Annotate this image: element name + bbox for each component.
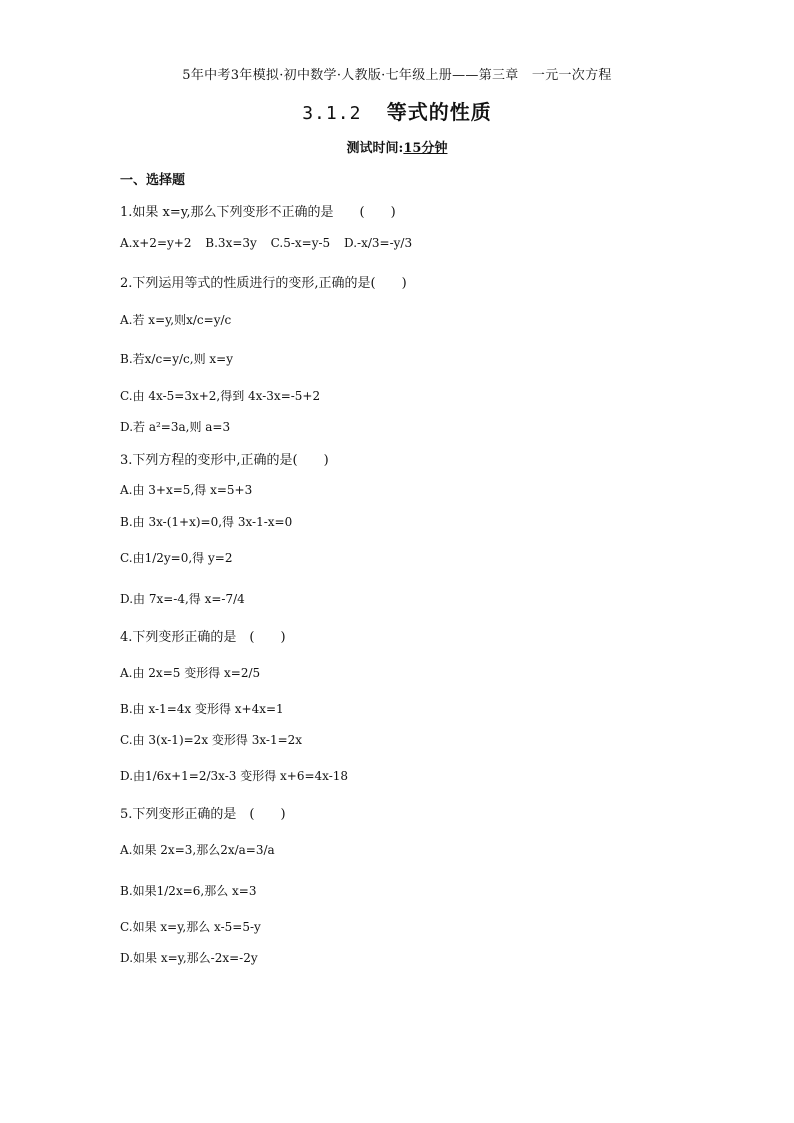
question-5-option-a: A.如果 2x=3,那么2x/a=3/a <box>120 843 275 857</box>
test-time <box>0 137 794 156</box>
page-header: 5年中考3年模拟·初中数学·人教版·七年级上册——第三章 一元一次方程 <box>182 68 612 83</box>
question-2-stem: 2.下列运用等式的性质进行的变形,正确的是( ) <box>120 276 407 291</box>
question-2-option-c: C.由 4x-5=3x+2,得到 4x-3x=-5+2 <box>120 389 321 403</box>
lesson-number: 3.1.2 <box>302 103 362 124</box>
question-1-option-a: A.x+2=y+2 <box>120 236 192 250</box>
question-4-option-c: C.由 3(x-1)=2x 变形得 3x-1=2x <box>120 733 303 747</box>
question-1-option-c: C.5-x=y-5 <box>270 236 331 250</box>
lesson-name: 等式的性质 <box>386 100 492 124</box>
question-4-option-a: A.由 2x=5 变形得 x=2/5 <box>120 666 261 680</box>
test-time-value: 15分钟 <box>403 141 448 156</box>
question-2-option-b: B.若x/c=y/c,则 x=y <box>120 352 233 366</box>
question-1-option-d: D.-x/3=-y/3 <box>344 236 413 250</box>
question-5-stem: 5.下列变形正确的是 ( ) <box>120 807 286 822</box>
question-3-option-b: B.由 3x-(1+x)=0,得 3x-1-x=0 <box>120 515 293 529</box>
question-4-option-b: B.由 x-1=4x 变形得 x+4x=1 <box>120 702 284 716</box>
question-2-option-d: D.若 a²=3a,则 a=3 <box>120 420 231 434</box>
question-4-option-d: D.由1/6x+1=2/3x-3 变形得 x+6=4x-18 <box>120 769 349 783</box>
question-5-option-d: D.如果 x=y,那么-2x=-2y <box>120 951 258 965</box>
section-heading: 一、选择题 <box>120 173 186 188</box>
question-3-option-a: A.由 3+x=5,得 x=5+3 <box>120 483 253 497</box>
question-5-option-b: B.如果1/2x=6,那么 x=3 <box>120 884 257 898</box>
test-time-label: 测试时间: <box>346 141 404 156</box>
question-3-option-d: D.由 7x=-4,得 x=-7/4 <box>120 592 245 606</box>
question-2-option-a: A.若 x=y,则x/c=y/c <box>120 313 232 327</box>
question-3-option-c: C.由1/2y=0,得 y=2 <box>120 551 233 565</box>
question-1-option-b: B.3x=3y <box>205 236 257 250</box>
question-4-stem: 4.下列变形正确的是 ( ) <box>120 630 286 645</box>
lesson-title <box>0 96 794 125</box>
question-1-options <box>120 236 412 250</box>
question-1-stem: 1.如果 x=y,那么下列变形不正确的是 ( ) <box>120 205 396 220</box>
question-5-option-c: C.如果 x=y,那么 x-5=5-y <box>120 920 261 934</box>
question-3-stem: 3.下列方程的变形中,正确的是( ) <box>120 453 329 468</box>
